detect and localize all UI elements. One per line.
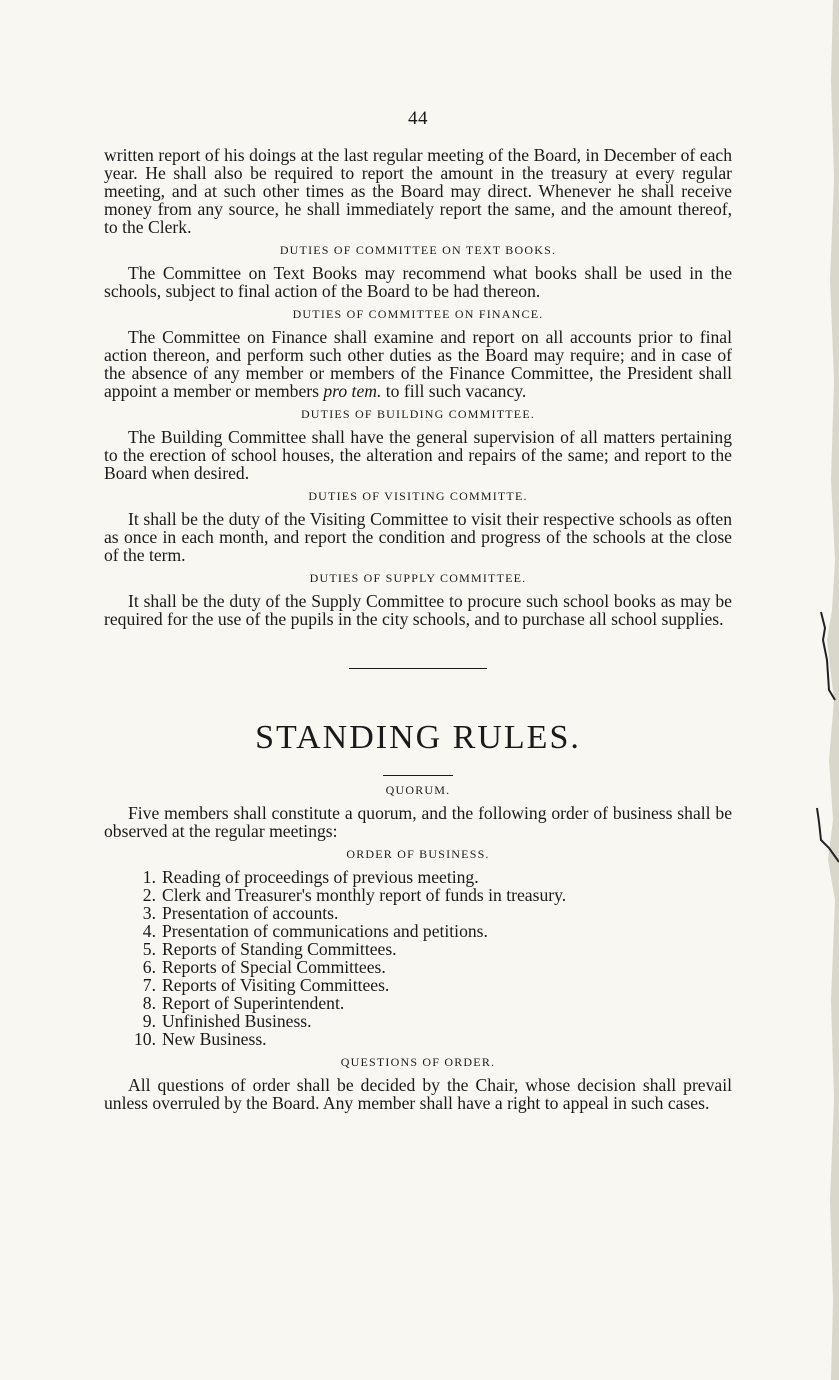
list-item xyxy=(104,886,732,904)
list-item-text: Reading of proceedings of previous meeting. xyxy=(162,867,479,887)
section-heading-finance: DUTIES OF COMMITTEE ON FINANCE. xyxy=(292,307,544,321)
list-item xyxy=(104,994,732,1012)
list-item xyxy=(104,1012,732,1030)
questions-of-order-heading: QUESTIONS OF ORDER. xyxy=(340,1055,496,1069)
section-text-building: The Building Committee shall have the general supervision of all matters pertaining to the erection of school houses, the alteration and repairs of the same; and report to the Board when desired. xyxy=(104,427,732,483)
list-item xyxy=(104,868,732,886)
list-item-text: Clerk and Treasurer's monthly report of funds in treasury. xyxy=(162,885,567,905)
list-item-number: 10. xyxy=(134,1029,156,1049)
list-item xyxy=(104,904,732,922)
list-item-text: Reports of Visiting Committees. xyxy=(162,975,390,995)
list-item-number: 8. xyxy=(142,993,156,1013)
list-item-text: Report of Superintendent. xyxy=(162,993,345,1013)
order-of-business-heading: ORDER OF BUSINESS. xyxy=(346,847,490,861)
section-heading-text-books: DUTIES OF COMMITTEE ON TEXT BOOKS. xyxy=(279,243,557,257)
list-item-number: 6. xyxy=(142,957,156,977)
standing-rules-title: STANDING RULES. xyxy=(255,719,581,756)
questions-of-order-text: All questions of order shall be decided by the Chair, whose decision shall prevail unless overruled by the Board. Any member shall have a right to appeal in such cases. xyxy=(104,1075,732,1113)
section-text-visiting: It shall be the duty of the Visiting Committee to visit their respective schools as often as once in each month, and report the condition and progress of the schools at the close of the term. xyxy=(104,509,732,565)
section-heading-building: DUTIES OF BUILDING COMMITTEE. xyxy=(300,407,536,421)
list-item-number: 1. xyxy=(142,867,156,887)
list-item-number: 3. xyxy=(142,903,156,923)
section-text-finance xyxy=(104,328,732,400)
quorum-heading: QUORUM. xyxy=(385,783,451,797)
list-item-text: Presentation of accounts. xyxy=(162,903,339,923)
list-item xyxy=(104,922,732,940)
section-heading-supply: DUTIES OF SUPPLY COMMITTEE. xyxy=(309,571,527,585)
list-item-text: Reports of Special Committees. xyxy=(162,957,386,977)
finance-text-before: The Committee on Finance shall examine and report on all accounts prior to final action thereon, and perform such other duties as the Board may require; and in case of the absence of any member or members of the Finance Committee, the President shall appoint a member or members xyxy=(104,327,732,401)
page-content xyxy=(104,108,732,1112)
finance-text-after: to fill such vacancy. xyxy=(381,381,527,401)
list-item-text: Presentation of communications and petitions. xyxy=(162,921,488,941)
list-item xyxy=(104,1030,732,1048)
list-item xyxy=(104,958,732,976)
divider-rule xyxy=(349,668,487,669)
list-item-text: New Business. xyxy=(162,1029,267,1049)
list-item xyxy=(104,940,732,958)
torn-page-edge xyxy=(809,0,839,1380)
intro-paragraph: written report of his doings at the last regular meeting of the Board, in December of each year. He shall also be required to report the amount in the treasury at every regular meeting, and at such other times as the Board may direct. Whenever he shall receive money from any source, he shall immediately report the same, and the amount thereof, to the Clerk. xyxy=(104,145,732,237)
order-of-business-list xyxy=(104,868,732,1048)
section-text-text-books: The Committee on Text Books may recommend what books shall be used in the schools, subject to final action of the Board to be had thereon. xyxy=(104,263,732,301)
list-item-number: 5. xyxy=(142,939,156,959)
list-item xyxy=(104,976,732,994)
section-text-supply: It shall be the duty of the Supply Committee to procure such school books as may be required for the use of the pupils in the city schools, and to purchase all school supplies. xyxy=(104,591,732,629)
list-item-number: 9. xyxy=(142,1011,156,1031)
section-heading-visiting: DUTIES OF VISITING COMMITTE. xyxy=(308,489,528,503)
list-item-number: 2. xyxy=(142,885,156,905)
list-item-text: Reports of Standing Committees. xyxy=(162,939,397,959)
list-item-number: 7. xyxy=(142,975,156,995)
title-underline-rule xyxy=(383,775,453,776)
page-number: 44 xyxy=(408,108,428,129)
quorum-text: Five members shall constitute a quorum, and the following order of business shall be observed at the regular meetings: xyxy=(104,803,732,841)
list-item-number: 4. xyxy=(142,921,156,941)
list-item-text: Unfinished Business. xyxy=(162,1011,312,1031)
finance-text-italic: pro tem. xyxy=(323,381,382,401)
